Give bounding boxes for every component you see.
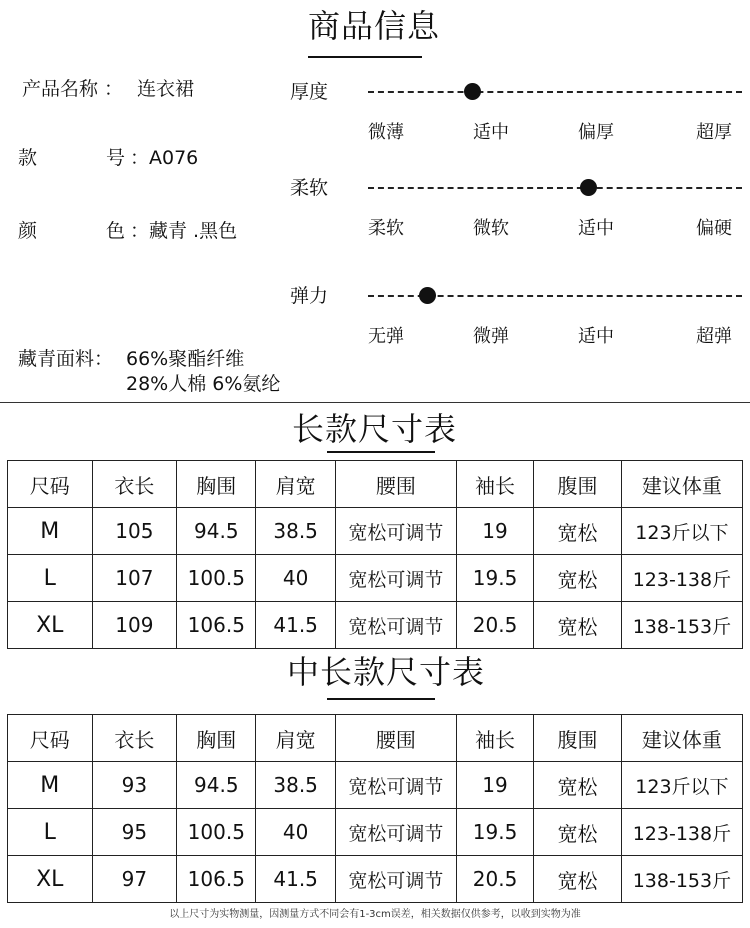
table-cell: 123-138斤 bbox=[621, 555, 742, 602]
scale-option: 适中 bbox=[473, 122, 509, 143]
column-header: 肩宽 bbox=[256, 461, 335, 508]
mid-title-underline bbox=[327, 698, 435, 700]
column-header: 衣长 bbox=[92, 461, 177, 508]
column-header: 胸围 bbox=[177, 461, 256, 508]
table-cell: 106.5 bbox=[177, 602, 256, 649]
table-row bbox=[8, 602, 743, 649]
mid-table-title: 中长款尺寸表 bbox=[287, 653, 486, 691]
product-name-value: 连衣裙 bbox=[137, 78, 195, 100]
table-cell: 宽松可调节 bbox=[335, 762, 456, 809]
scale-indicator-dot bbox=[580, 179, 597, 196]
scale-track bbox=[368, 91, 742, 93]
scale-label: 厚度 bbox=[290, 81, 329, 103]
table-cell: 宽松 bbox=[534, 809, 622, 856]
column-header: 衣长 bbox=[92, 715, 177, 762]
size-cell: XL bbox=[8, 602, 93, 649]
table-header-row bbox=[8, 461, 743, 508]
style-number-label: 款 bbox=[18, 147, 38, 169]
table-cell: 138-153斤 bbox=[621, 856, 742, 903]
table-cell: 138-153斤 bbox=[621, 602, 742, 649]
long-table-title: 长款尺寸表 bbox=[292, 410, 458, 448]
scale-option: 柔软 bbox=[368, 218, 404, 239]
column-header: 建议体重 bbox=[621, 715, 742, 762]
mid-size-table bbox=[7, 714, 743, 903]
size-cell: L bbox=[8, 809, 93, 856]
table-cell: 105 bbox=[92, 508, 177, 555]
table-row bbox=[8, 856, 743, 903]
title-underline bbox=[308, 56, 422, 58]
table-cell: 40 bbox=[256, 809, 335, 856]
fabric-composition-line-1: 66%聚酯纤维 bbox=[126, 348, 245, 370]
table-cell: 宽松可调节 bbox=[335, 555, 456, 602]
table-cell: 38.5 bbox=[256, 508, 335, 555]
measurement-footnote: 以上尺寸为实物测量，因测量方式不同会有1-3cm误差，相关数据仅供参考，以收到实物为准 bbox=[169, 909, 581, 920]
column-header: 尺码 bbox=[8, 715, 93, 762]
scale-option: 适中 bbox=[578, 326, 614, 347]
scale-option: 超弹 bbox=[696, 326, 732, 347]
table-cell: 123-138斤 bbox=[621, 809, 742, 856]
scale-indicator-dot bbox=[464, 83, 481, 100]
table-cell: 宽松 bbox=[534, 508, 622, 555]
product-name-label: 产品名称 ： bbox=[22, 78, 124, 100]
table-cell: 41.5 bbox=[256, 602, 335, 649]
color-label-2: 色 bbox=[106, 220, 126, 242]
table-cell: 20.5 bbox=[456, 602, 533, 649]
table-cell: 106.5 bbox=[177, 856, 256, 903]
scale-option: 适中 bbox=[578, 218, 614, 239]
scale-option: 偏硬 bbox=[696, 218, 732, 239]
column-header: 尺码 bbox=[8, 461, 93, 508]
scale-option: 无弹 bbox=[368, 326, 404, 347]
scale-label: 柔软 bbox=[290, 177, 329, 199]
table-cell: 宽松可调节 bbox=[335, 602, 456, 649]
table-row bbox=[8, 555, 743, 602]
column-header: 腰围 bbox=[335, 715, 456, 762]
table-cell: 宽松 bbox=[534, 555, 622, 602]
style-number-label-2: 号 bbox=[106, 147, 126, 169]
fabric-label: 藏青面料： bbox=[18, 348, 114, 370]
size-cell: L bbox=[8, 555, 93, 602]
scale-option: 超厚 bbox=[696, 122, 732, 143]
size-cell: M bbox=[8, 762, 93, 809]
table-cell: 109 bbox=[92, 602, 177, 649]
scale-indicator-dot bbox=[419, 287, 436, 304]
scale-option: 微弹 bbox=[473, 326, 509, 347]
table-cell: 94.5 bbox=[177, 762, 256, 809]
table-row bbox=[8, 508, 743, 555]
table-cell: 宽松 bbox=[534, 762, 622, 809]
table-cell: 107 bbox=[92, 555, 177, 602]
table-cell: 93 bbox=[92, 762, 177, 809]
column-header: 腹围 bbox=[534, 715, 622, 762]
table-cell: 19.5 bbox=[456, 555, 533, 602]
size-cell: XL bbox=[8, 856, 93, 903]
table-cell: 97 bbox=[92, 856, 177, 903]
table-cell: 19.5 bbox=[456, 809, 533, 856]
table-cell: 41.5 bbox=[256, 856, 335, 903]
column-header: 胸围 bbox=[177, 715, 256, 762]
section-divider bbox=[0, 402, 750, 403]
scale-label: 弹力 bbox=[290, 285, 329, 307]
column-header: 袖长 bbox=[456, 461, 533, 508]
column-header: 腰围 bbox=[335, 461, 456, 508]
color-label: 颜 bbox=[18, 220, 38, 242]
fabric-composition-line-2: 28%人棉 6%氨纶 bbox=[126, 373, 281, 395]
scale-option: 微薄 bbox=[368, 122, 404, 143]
size-cell: M bbox=[8, 508, 93, 555]
table-cell: 20.5 bbox=[456, 856, 533, 903]
table-cell: 19 bbox=[456, 508, 533, 555]
table-cell: 94.5 bbox=[177, 508, 256, 555]
table-cell: 宽松可调节 bbox=[335, 508, 456, 555]
table-cell: 100.5 bbox=[177, 555, 256, 602]
column-header: 肩宽 bbox=[256, 715, 335, 762]
color-value: ：藏青 .黑色 bbox=[130, 220, 238, 242]
scale-track bbox=[368, 187, 742, 189]
table-cell: 123斤以下 bbox=[621, 508, 742, 555]
table-cell: 宽松 bbox=[534, 602, 622, 649]
style-number-value: ：A076 bbox=[130, 147, 199, 169]
table-row bbox=[8, 762, 743, 809]
column-header: 腹围 bbox=[534, 461, 622, 508]
table-cell: 95 bbox=[92, 809, 177, 856]
table-cell: 100.5 bbox=[177, 809, 256, 856]
table-cell: 123斤以下 bbox=[621, 762, 742, 809]
long-size-table bbox=[7, 460, 743, 649]
table-cell: 40 bbox=[256, 555, 335, 602]
table-cell: 宽松可调节 bbox=[335, 856, 456, 903]
table-row bbox=[8, 809, 743, 856]
long-title-underline bbox=[327, 451, 435, 453]
scale-option: 偏厚 bbox=[578, 122, 614, 143]
table-header-row bbox=[8, 715, 743, 762]
column-header: 建议体重 bbox=[621, 461, 742, 508]
page-title: 商品信息 bbox=[308, 7, 441, 45]
column-header: 袖长 bbox=[456, 715, 533, 762]
table-cell: 宽松 bbox=[534, 856, 622, 903]
scale-option: 微软 bbox=[473, 218, 509, 239]
table-cell: 宽松可调节 bbox=[335, 809, 456, 856]
table-cell: 19 bbox=[456, 762, 533, 809]
table-cell: 38.5 bbox=[256, 762, 335, 809]
